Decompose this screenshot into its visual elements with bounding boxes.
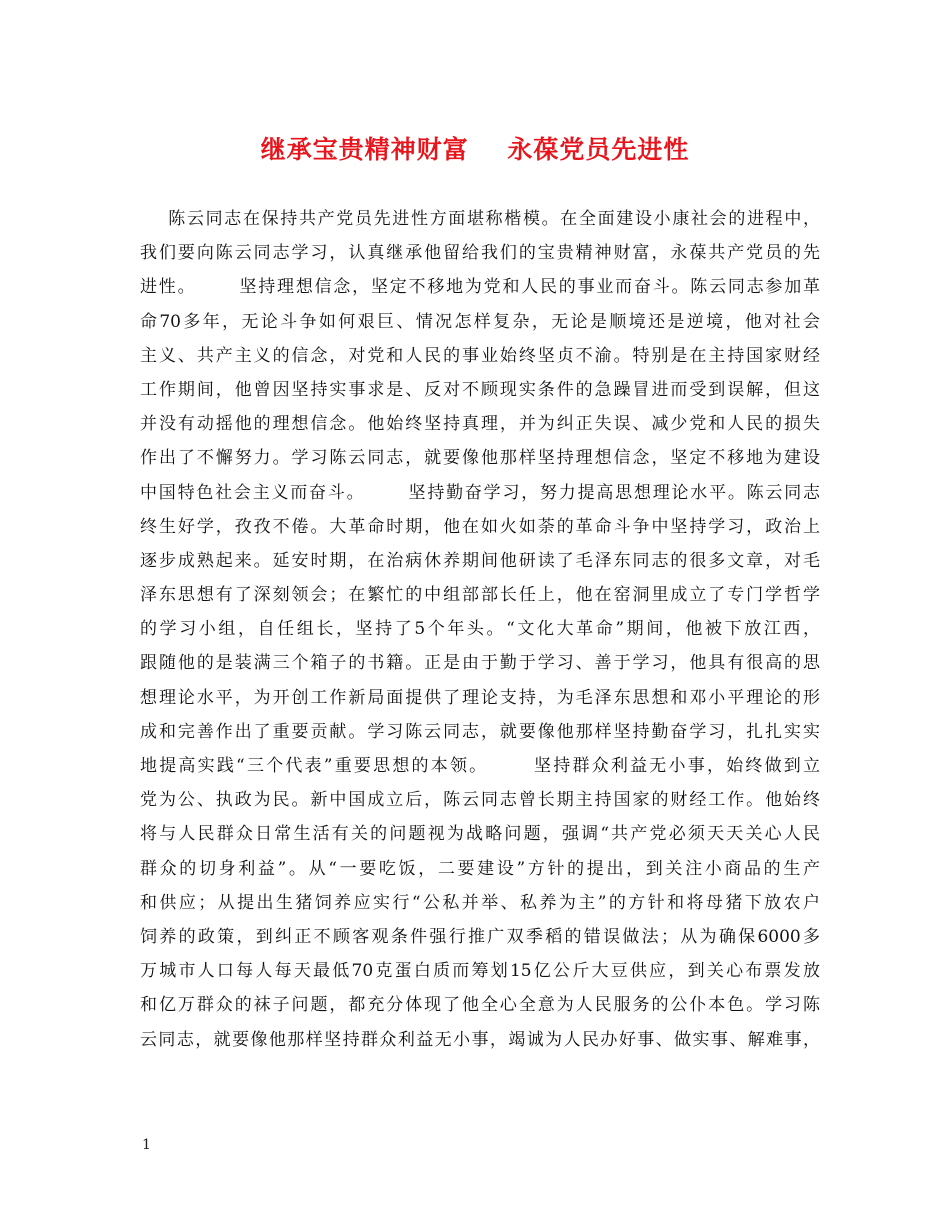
body-line: 终生好学，孜孜不倦。大革命时期，他在如火如荼的革命斗争中坚持学习，政治上 <box>140 516 820 537</box>
body-line: 万城市人口每人每天最低70克蛋白质而筹划15亿公斤大豆供应，到关心布票发放 <box>140 961 820 982</box>
body-line: 我们要向陈云同志学习，认真继承他留给我们的宝贵精神财富，永葆共产党员的先 <box>140 243 820 264</box>
body-line: 党为公、执政为民。新中国成立后，陈云同志曾长期主持国家的财经工作。他始终 <box>140 790 820 811</box>
body-line: 陈云同志在保持共产党员先进性方面堪称楷模。在全面建设小康社会的进程中， <box>140 209 820 229</box>
body-line: 将与人民群众日常生活有关的问题视为战略问题，强调“共产党必须天天关心人民 <box>140 824 820 845</box>
body-line: 想理论水平，为开创工作新局面提供了理论支持，为毛泽东思想和邓小平理论的形 <box>140 687 820 708</box>
body-line: 作出了不懈努力。学习陈云同志，就要像他那样坚持理想信念，坚定不移地为建设 <box>140 448 820 469</box>
body-line: 工作期间，他曾因坚持实事求是、反对不顾现实条件的急躁冒进而受到误解，但这 <box>140 379 820 400</box>
body-line: 云同志，就要像他那样坚持群众利益无小事，竭诚为人民办好事、做实事、解难事， <box>140 1029 820 1050</box>
page-number: 1 <box>142 1137 151 1153</box>
body-line: 的学习小组，自任组长，坚持了5个年头。“文化大革命”期间，他被下放江西， <box>140 619 820 640</box>
body-line: 地提高实践“三个代表”重要思想的本领。 坚持群众利益无小事，始终做到立 <box>140 756 820 776</box>
body-line: 和亿万群众的袜子问题，都充分体现了他全心全意为人民服务的公仆本色。学习陈 <box>140 995 820 1016</box>
body-line: 饲养的政策，到纠正不顾客观条件强行推广双季稻的错误做法；从为确保6000多 <box>140 926 820 947</box>
body-line: 泽东思想有了深刻领会；在繁忙的中组部部长任上，他在窑洞里成立了专门学哲学 <box>140 585 820 606</box>
body-line: 中国特色社会主义而奋斗。 坚持勤奋学习，努力提高思想理论水平。陈云同志 <box>140 482 820 503</box>
body-line: 跟随他的是装满三个箱子的书籍。正是由于勤于学习、善于学习，他具有很高的思 <box>140 653 820 674</box>
body-line: 进性。 坚持理想信念，坚定不移地为党和人民的事业而奋斗。陈云同志参加革 <box>140 277 820 298</box>
body-line: 主义、共产主义的信念，对党和人民的事业始终坚贞不渝。特别是在主持国家财经 <box>140 345 820 366</box>
body-line: 逐步成熟起来。延安时期，在治病休养期间他研读了毛泽东同志的很多文章，对毛 <box>140 550 820 571</box>
document-body <box>140 202 820 1057</box>
body-line: 命70多年，无论斗争如何艰巨、情况怎样复杂，无论是顺境还是逆境，他对社会 <box>140 311 820 332</box>
document-title: 继承宝贵精神财富 永葆党员先进性 <box>260 135 690 164</box>
body-line: 成和完善作出了重要贡献。学习陈云同志，就要像他那样坚持勤奋学习，扎扎实实 <box>140 721 820 742</box>
body-line: 并没有动摇他的理想信念。他始终坚持真理，并为纠正失误、减少党和人民的损失 <box>140 414 820 435</box>
body-line: 群众的切身利益”。从“一要吃饭，二要建设”方针的提出，到关注小商品的生产 <box>140 858 820 879</box>
body-line: 和供应；从提出生猪饲养应实行“公私并举、私养为主”的方针和将母猪下放农户 <box>140 892 820 913</box>
